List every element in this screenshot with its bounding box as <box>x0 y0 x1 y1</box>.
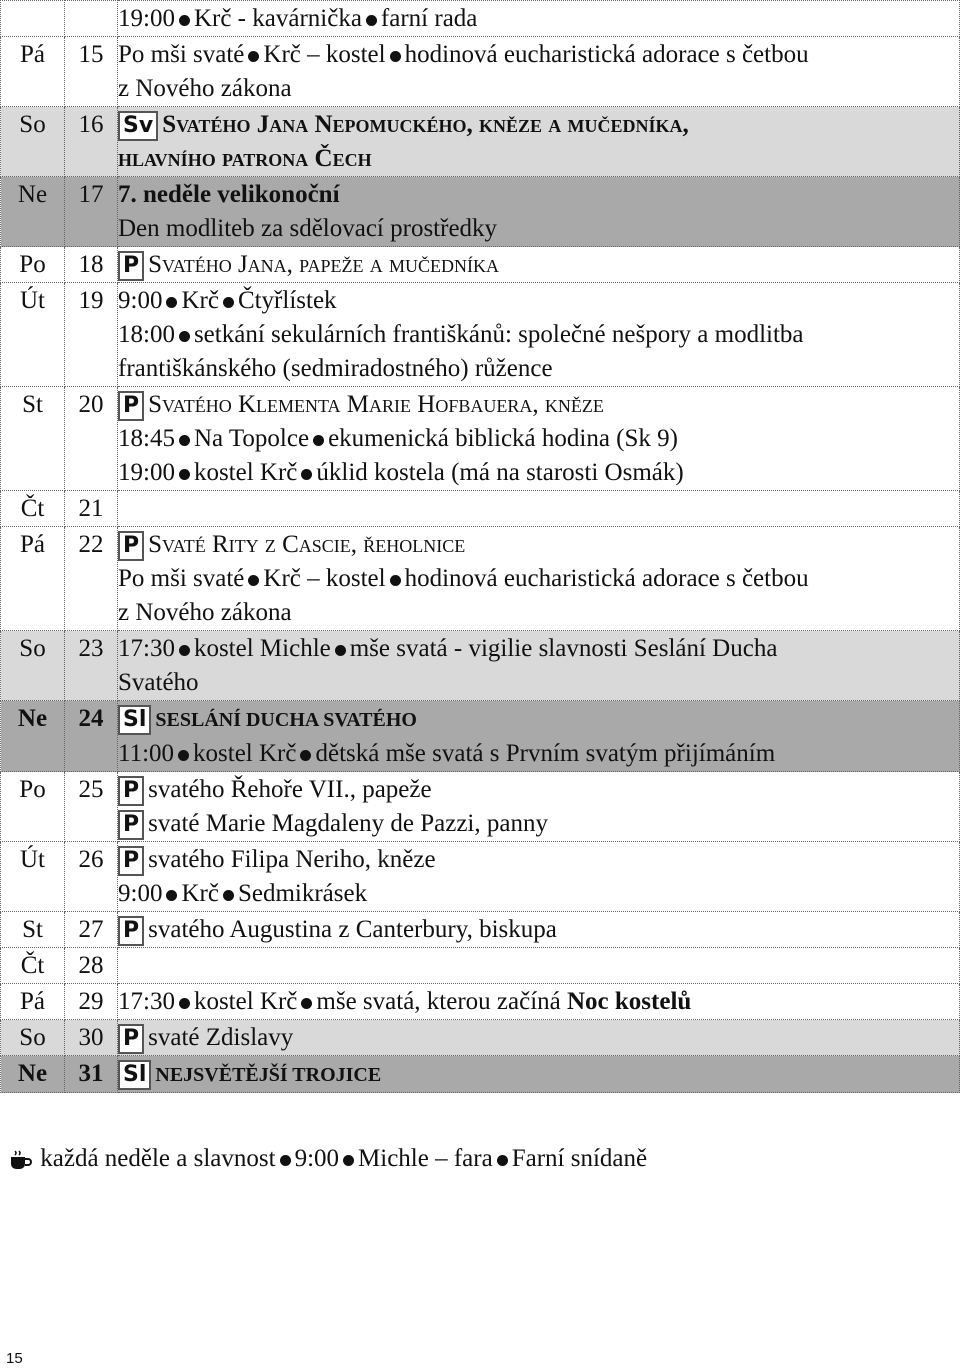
date-cell: 17 <box>65 177 118 247</box>
bullet-icon <box>335 645 346 656</box>
table-row <box>1 701 960 772</box>
feast-rank-badge: P <box>118 251 144 281</box>
event-desc: Den modliteb za sdělovací prostředky <box>118 215 498 242</box>
day-cell: Ne <box>1 177 65 247</box>
day-cell: Ne <box>1 701 65 772</box>
event-time: 18:00 <box>118 321 175 348</box>
event-desc: mše svatá, kterou začíná <box>316 988 567 1015</box>
sunday-title: 7. neděle velikonoční <box>118 181 340 208</box>
day-cell: Pá <box>1 527 65 631</box>
date-cell: 31 <box>65 1056 118 1093</box>
feast-rank-badge: P <box>118 776 144 806</box>
event-desc: Sedmikrásek <box>237 880 368 907</box>
page-number: 15 <box>6 1350 23 1367</box>
bullet-icon <box>179 435 190 446</box>
date-cell: 29 <box>65 984 118 1020</box>
day-cell: Po <box>1 772 65 842</box>
date-cell: 21 <box>65 491 118 527</box>
event-place: kostel Krč <box>193 988 298 1015</box>
footnote-time: 9:00 <box>294 1145 340 1172</box>
event-cell <box>118 247 960 283</box>
bullet-icon <box>300 750 311 761</box>
table-row <box>1 912 960 948</box>
footnote-place: Michle – fara <box>358 1145 493 1172</box>
event-place: kostel Michle <box>193 635 331 662</box>
feast-rank-badge: P <box>118 846 144 876</box>
event-cell <box>118 177 960 247</box>
date-cell: 22 <box>65 527 118 631</box>
bullet-icon <box>390 575 401 586</box>
event-time: 19:00 <box>118 459 175 486</box>
event-cell <box>118 631 960 701</box>
event-desc: setkání sekulárních františkánů: společné nešpory a modlitba <box>193 321 804 348</box>
event-cell <box>118 107 960 177</box>
table-row <box>1 948 960 984</box>
bullet-icon <box>301 998 312 1009</box>
feast-title: svatého Filipa Neriho, kněze <box>148 846 436 873</box>
day-cell <box>1 1 65 37</box>
event-cell <box>118 283 960 387</box>
feast-title: Svatého Klementa Marie Hofbauera, kněze <box>148 391 604 418</box>
table-row <box>1 247 960 283</box>
event-cell <box>118 912 960 948</box>
feast-rank-badge: Sl <box>118 1060 151 1090</box>
event-cell <box>118 948 960 984</box>
event-time: 18:45 <box>118 425 175 452</box>
event-place: Krč <box>181 287 219 314</box>
day-cell: St <box>1 912 65 948</box>
day-cell: So <box>1 107 65 177</box>
table-row <box>1 984 960 1020</box>
event-cell <box>118 1020 960 1056</box>
bullet-icon <box>166 890 177 901</box>
event-cell <box>118 37 960 107</box>
event-desc-cont: z Nového zákona <box>118 75 292 102</box>
day-cell: Út <box>1 283 65 387</box>
feast-rank-badge: P <box>118 531 144 561</box>
feast-rank-badge: Sl <box>118 705 151 735</box>
day-cell: So <box>1 631 65 701</box>
bullet-icon <box>313 435 324 446</box>
bullet-icon <box>343 1155 354 1166</box>
date-cell: 27 <box>65 912 118 948</box>
event-time: 19:00 <box>118 5 175 32</box>
bullet-icon <box>301 469 312 480</box>
feast-title: Svatého Jana Nepomuckého, kněze a mučedníka, <box>162 111 689 138</box>
day-cell: St <box>1 387 65 491</box>
event-cell <box>118 1056 960 1093</box>
footnote-event: Farní snídaně <box>511 1145 648 1172</box>
day-cell: Pá <box>1 984 65 1020</box>
event-desc: farní rada <box>380 5 478 32</box>
table-row <box>1 1056 960 1093</box>
bullet-icon <box>390 51 401 62</box>
event-place: kostel Krč <box>193 459 298 486</box>
event-place: Krč - kavárnička <box>193 5 362 32</box>
table-row <box>1 107 960 177</box>
event-desc: Čtyřlístek <box>237 287 337 314</box>
event-desc: úklid kostela (má na starosti Osmák) <box>316 459 684 486</box>
event-place: Krč – kostel <box>263 565 386 592</box>
bullet-icon <box>497 1155 508 1166</box>
table-row <box>1 37 960 107</box>
date-cell: 15 <box>65 37 118 107</box>
date-cell: 20 <box>65 387 118 491</box>
bullet-icon <box>179 469 190 480</box>
bullet-icon <box>366 15 377 26</box>
event-cell <box>118 772 960 842</box>
footnote-text: každá neděle a slavnost <box>40 1145 276 1172</box>
feast-rank-badge: P <box>118 391 144 421</box>
day-cell: So <box>1 1020 65 1056</box>
date-cell <box>65 1 118 37</box>
table-row <box>1 527 960 631</box>
event-time: 9:00 <box>118 287 163 314</box>
event-desc: hodinová eucharistická adorace s četbou <box>404 565 809 592</box>
feast-title: Svaté Rity z Cascie, řeholnice <box>148 531 466 558</box>
event-desc-cont: z Nového zákona <box>118 599 292 626</box>
feast-rank-badge: P <box>118 810 144 840</box>
feast-rank-badge: Sv <box>118 111 158 141</box>
table-row <box>1 772 960 842</box>
bullet-icon <box>166 297 177 308</box>
event-desc: dětská mše svatá s Prvním svatým přijímáním <box>315 740 776 767</box>
table-row <box>1 842 960 912</box>
table-row <box>1 177 960 247</box>
coffee-cup-icon <box>8 1149 34 1171</box>
event-cell <box>118 491 960 527</box>
event-time: Po mši svaté <box>118 41 245 68</box>
event-time: 9:00 <box>118 880 163 907</box>
event-place: Krč – kostel <box>263 41 386 68</box>
bullet-icon <box>248 51 259 62</box>
date-cell: 28 <box>65 948 118 984</box>
date-cell: 19 <box>65 283 118 387</box>
event-cell <box>118 527 960 631</box>
event-place: Krč <box>181 880 219 907</box>
bullet-icon <box>178 750 189 761</box>
day-cell: Čt <box>1 948 65 984</box>
feast-title: NEJSVĚTĚJŠÍ TROJICE <box>155 1064 382 1086</box>
feast-title: Svatého Jana, papeže a mučedníka <box>148 251 500 278</box>
feast-title: SESLÁNÍ DUCHA SVATÉHO <box>155 709 417 731</box>
feast-rank-badge: P <box>118 1024 144 1054</box>
date-cell: 26 <box>65 842 118 912</box>
event-place: kostel Krč <box>193 740 297 767</box>
event-cell <box>118 387 960 491</box>
event-desc: hodinová eucharistická adorace s četbou <box>404 41 809 68</box>
event-desc-cont: Svatého <box>118 669 199 696</box>
feast-title-cont: hlavního patrona Čech <box>118 145 372 172</box>
table-row <box>1 491 960 527</box>
feast-title: svatého Augustina z Canterbury, biskupa <box>148 916 557 943</box>
date-cell: 30 <box>65 1020 118 1056</box>
event-time: 17:30 <box>118 635 175 662</box>
bullet-icon <box>179 331 190 342</box>
feast-title: svaté Marie Magdaleny de Pazzi, panny <box>148 810 548 837</box>
day-cell: Ne <box>1 1056 65 1093</box>
event-desc-cont: františkánského (sedmiradostného) růžence <box>118 355 553 382</box>
bullet-icon <box>179 645 190 656</box>
bullet-icon <box>223 297 234 308</box>
event-highlight: Noc kostelů <box>567 988 692 1015</box>
event-cell <box>118 984 960 1020</box>
table-row <box>1 1020 960 1056</box>
feast-rank-badge: P <box>118 916 144 946</box>
table-row <box>1 387 960 491</box>
table-row <box>1 631 960 701</box>
event-time: Po mši svaté <box>118 565 245 592</box>
event-desc: ekumenická biblická hodina (Sk 9) <box>328 425 678 452</box>
event-cell <box>118 701 960 772</box>
date-cell: 16 <box>65 107 118 177</box>
day-cell: Čt <box>1 491 65 527</box>
date-cell: 18 <box>65 247 118 283</box>
table-row <box>1 1 960 37</box>
day-cell: Po <box>1 247 65 283</box>
date-cell: 24 <box>65 701 118 772</box>
day-cell: Út <box>1 842 65 912</box>
event-desc: mše svatá - vigilie slavnosti Seslání Ducha <box>349 635 778 662</box>
date-cell: 23 <box>65 631 118 701</box>
feast-title: svatého Řehoře VII., papeže <box>148 776 432 803</box>
event-time: 11:00 <box>118 740 175 767</box>
date-cell: 25 <box>65 772 118 842</box>
bullet-icon <box>179 15 190 26</box>
event-place: Na Topolce <box>193 425 310 452</box>
bullet-icon <box>248 575 259 586</box>
bullet-icon <box>179 998 190 1009</box>
table-row <box>1 283 960 387</box>
bullet-icon <box>280 1155 291 1166</box>
event-time: 17:30 <box>118 988 175 1015</box>
footnote <box>8 1142 647 1176</box>
day-cell: Pá <box>1 37 65 107</box>
event-cell <box>118 1 960 37</box>
feast-title: svaté Zdislavy <box>148 1024 294 1051</box>
event-cell <box>118 842 960 912</box>
bullet-icon <box>223 890 234 901</box>
